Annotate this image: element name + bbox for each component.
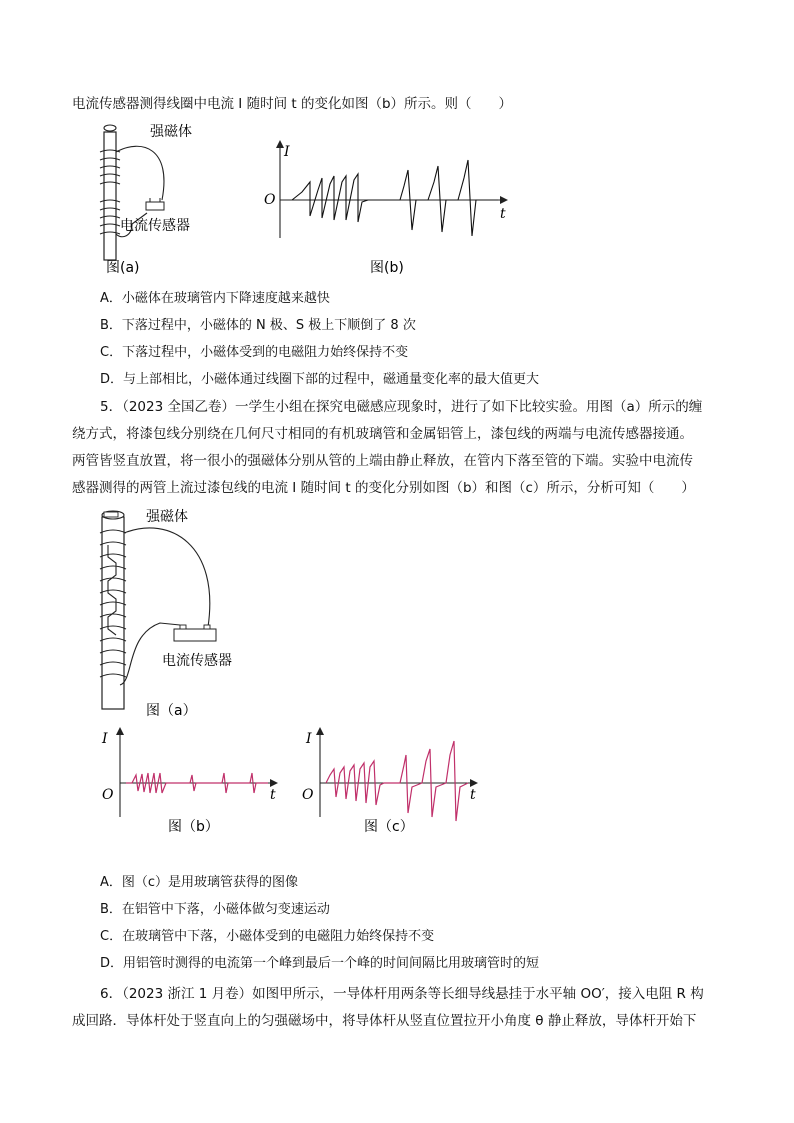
q5-stem-line-3: 两管皆竖直放置，将一很小的强磁体分别从管的上端由静止释放，在管内下落至管的下端。实验中电流传 (72, 453, 693, 469)
q5-stem-line-2: 绕方式，将漆包线分别绕在几何尺寸相同的有机玻璃管和金属铝管上，漆包线的两端与电流传感器接通。 (72, 426, 693, 442)
q5-stem-line-1: 5．（2023 全国乙卷）一学生小组在探究电磁感应现象时，进行了如下比较实验。用图（a）所示的缠 (100, 399, 703, 415)
q4-current-curve (292, 160, 498, 236)
q5b-origin-label: O (102, 787, 114, 803)
q4-figure-b (262, 138, 512, 283)
q4-option-b: B．下落过程中，小磁体的 N 极、S 极上下顺倒了 8 次 (100, 318, 416, 333)
q4-y-axis-label: I (284, 144, 290, 160)
q4-stem-end: 电流传感器测得线圈中电流 I 随时间 t 的变化如图（b）所示。则（ ） (72, 96, 513, 112)
q5-fig-a-caption: 图（a） (146, 703, 197, 719)
q5-option-d: D．用铝管时测得的电流第一个峰到最后一个峰的时间间隔比用玻璃管时的短 (100, 956, 540, 971)
q5c-x-axis-label: t (470, 787, 476, 803)
q5-option-a: A．图（c）是用玻璃管获得的图像 (100, 875, 299, 890)
q5-figure-b (98, 725, 288, 840)
q4-option-d: D．与上部相比，小磁体通过线圈下部的过程中，磁通量变化率的最大值更大 (100, 372, 540, 387)
q4-origin-label: O (264, 192, 276, 208)
q5-stem-line-4: 感器测得的两管上流过漆包线的电流 I 随时间 t 的变化分别如图（b）和图（c）所示，分析可知（ ） (72, 480, 695, 496)
q4-sensor-label: 电流传感器 (120, 218, 190, 234)
q6-stem-line-1: 6．（2023 浙江 1 月卷）如图甲所示，一导体杆用两条等长细导线悬挂于水平轴 OO′，接入电阻 R 构 (100, 986, 704, 1002)
q4-magnet-label: 强磁体 (150, 124, 192, 140)
q4-fig-a-caption: 图(a) (106, 260, 140, 276)
q5-magnet-label: 强磁体 (146, 509, 188, 525)
q5c-current-curve (326, 741, 468, 821)
q5b-x-axis-label: t (270, 787, 276, 803)
q4-option-a: A．小磁体在玻璃管内下降速度越来越快 (100, 291, 330, 306)
q5-option-c: C．在玻璃管中下落，小磁体受到的电磁阻力始终保持不变 (100, 929, 435, 944)
q4-fig-b-caption: 图(b) (370, 260, 404, 276)
q5b-y-axis-label: I (102, 731, 108, 747)
q5c-caption: 图（c） (364, 819, 414, 835)
q5c-y-axis-label: I (306, 731, 312, 747)
q5-figure-c (298, 725, 488, 840)
q5-sensor-label: 电流传感器 (162, 653, 232, 669)
q6-stem-line-2: 成回路．导体杆处于竖直向上的匀强磁场中，将导体杆从竖直位置拉开小角度 θ 静止释放，导体杆开始下 (72, 1013, 697, 1029)
q4-figure-a (92, 118, 242, 278)
q5-option-b: B．在铝管中下落，小磁体做匀变速运动 (100, 902, 330, 917)
q4-option-c: C．下落过程中，小磁体受到的电磁阻力始终保持不变 (100, 345, 409, 360)
q5-figure-a (90, 505, 260, 720)
q4-x-axis-label: t (500, 206, 506, 222)
q5c-origin-label: O (302, 787, 314, 803)
q5b-caption: 图（b） (168, 819, 219, 835)
